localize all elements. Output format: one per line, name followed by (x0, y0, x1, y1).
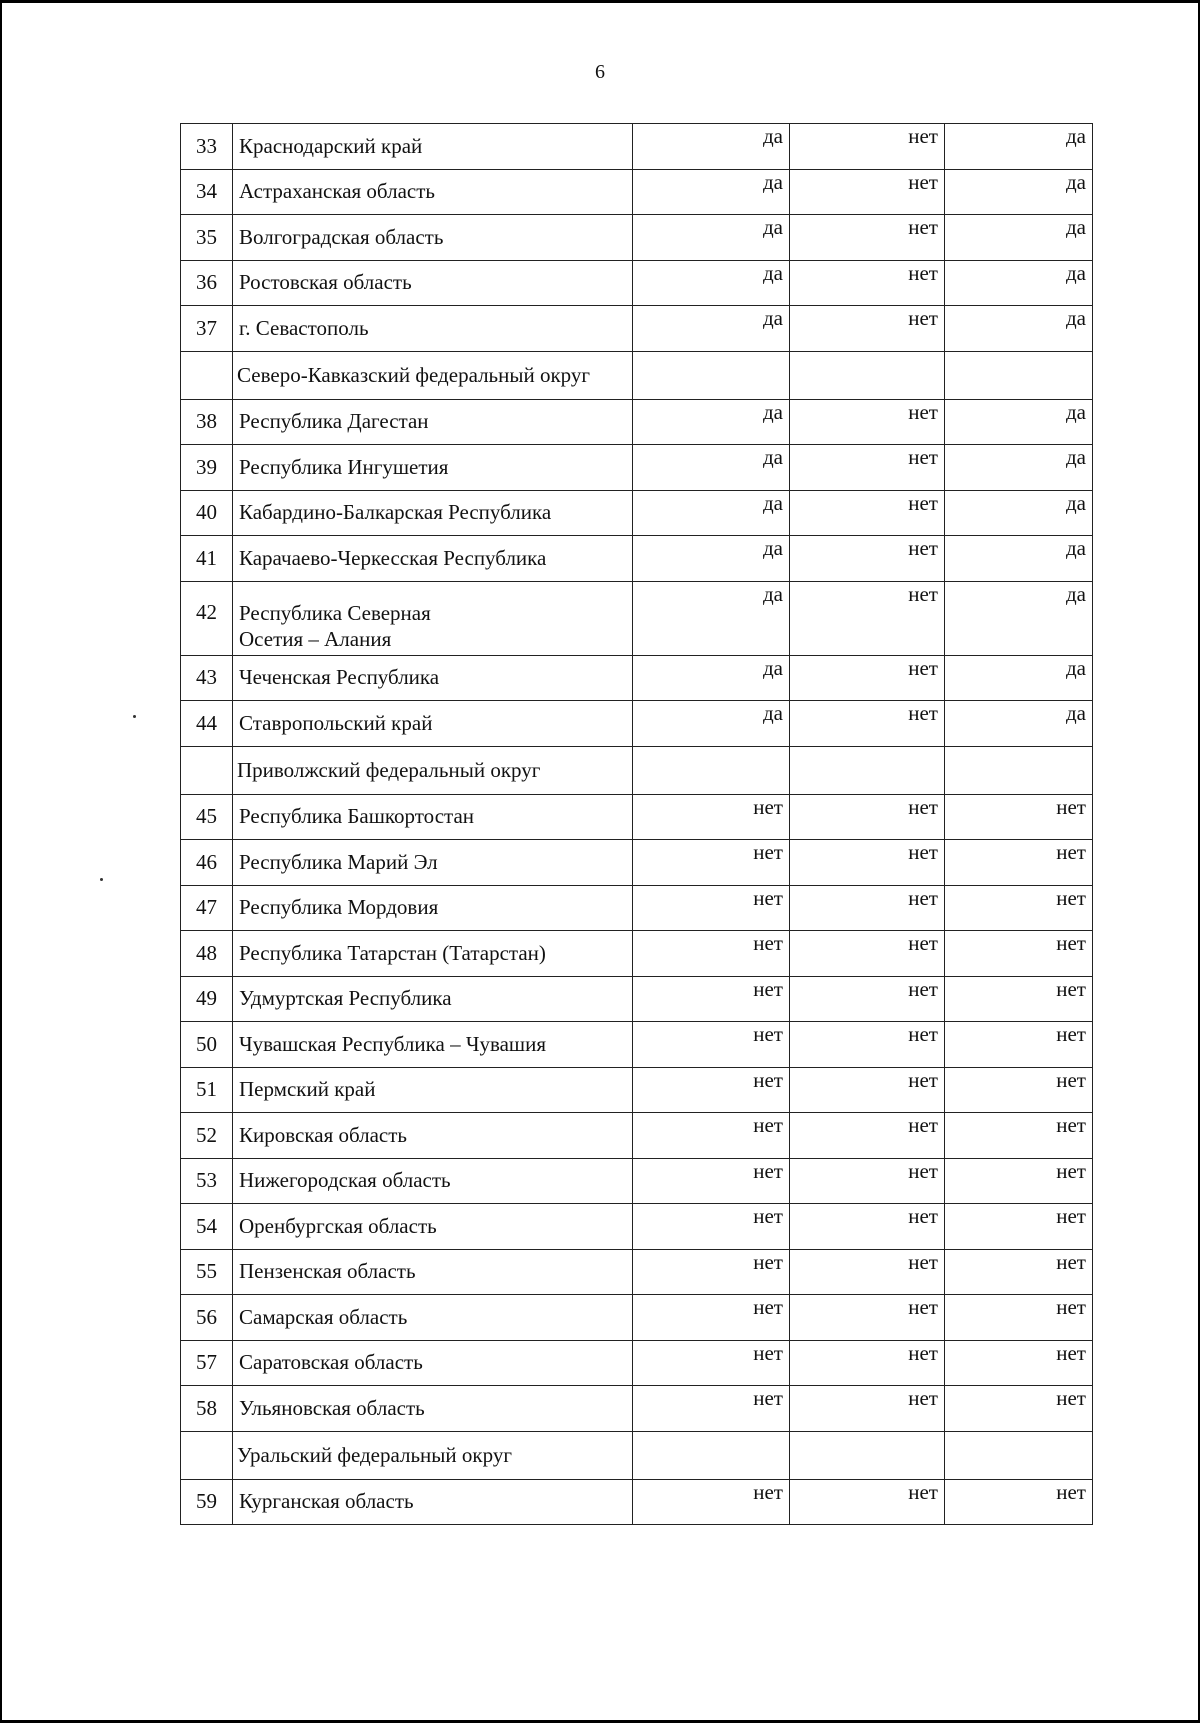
value-cell-b: нет (790, 1204, 945, 1250)
value-cell-c: да (945, 655, 1093, 701)
region-name-cell: Ставропольский край (233, 701, 633, 747)
table-row (181, 931, 1093, 977)
regions-table-body (181, 124, 1093, 1525)
table-row (181, 1113, 1093, 1159)
value-cell-b: нет (790, 1386, 945, 1432)
region-name-cell: г. Севастополь (233, 306, 633, 352)
table-row (181, 794, 1093, 840)
row-number-cell: 43 (181, 655, 233, 701)
region-name-cell: Волгоградская область (233, 215, 633, 261)
value-cell-b: нет (790, 1067, 945, 1113)
table-row (181, 581, 1093, 655)
table-row (181, 655, 1093, 701)
region-name-cell: Республика Дагестан (233, 399, 633, 445)
region-name-cell: Ульяновская область (233, 1386, 633, 1432)
table-row (181, 885, 1093, 931)
row-number-cell: 47 (181, 885, 233, 931)
row-number-cell: 46 (181, 840, 233, 886)
district-row (181, 1431, 1093, 1479)
region-name-cell: Кабардино-Балкарская Республика (233, 490, 633, 536)
value-cell-a: нет (633, 840, 790, 886)
value-cell-a: нет (633, 1158, 790, 1204)
district-name-cell: Северо-Кавказский федеральный округ (233, 351, 633, 399)
value-cell-a: нет (633, 1249, 790, 1295)
value-cell-c: да (945, 306, 1093, 352)
region-name-cell: Нижегородская область (233, 1158, 633, 1204)
table-row (181, 169, 1093, 215)
region-name-cell: Пермский край (233, 1067, 633, 1113)
table-row (181, 215, 1093, 261)
value-cell-b: нет (790, 1295, 945, 1341)
value-cell-c: да (945, 215, 1093, 261)
value-cell-b: нет (790, 399, 945, 445)
value-cell-a: нет (633, 1386, 790, 1432)
row-number-cell: 50 (181, 1022, 233, 1068)
value-cell-c: да (945, 124, 1093, 170)
value-cell-c: нет (945, 1067, 1093, 1113)
value-cell-a: да (633, 124, 790, 170)
table-row (181, 1479, 1093, 1525)
value-cell-b: нет (790, 260, 945, 306)
row-number-cell: 38 (181, 399, 233, 445)
region-name-cell: Чеченская Республика (233, 655, 633, 701)
table-row (181, 701, 1093, 747)
value-cell-c: нет (945, 931, 1093, 977)
value-cell-b: нет (790, 306, 945, 352)
value-cell-b: нет (790, 124, 945, 170)
value-cell-c: нет (945, 840, 1093, 886)
value-cell-c: да (945, 169, 1093, 215)
row-number-cell: 54 (181, 1204, 233, 1250)
value-cell-a: нет (633, 1067, 790, 1113)
value-cell-b: нет (790, 445, 945, 491)
value-cell-a: нет (633, 1340, 790, 1386)
value-cell-a: да (633, 655, 790, 701)
value-cell-a: нет (633, 1204, 790, 1250)
region-name-cell: Карачаево-Черкесская Республика (233, 536, 633, 582)
value-cell-c: нет (945, 1022, 1093, 1068)
value-cell-c: да (945, 536, 1093, 582)
region-name-cell: Ростовская область (233, 260, 633, 306)
value-cell-a: да (633, 399, 790, 445)
district-name-cell: Уральский федеральный округ (233, 1431, 633, 1479)
row-number-cell (181, 351, 233, 399)
region-name-cell: Республика Мордовия (233, 885, 633, 931)
table-row (181, 445, 1093, 491)
value-cell-c (945, 1431, 1093, 1479)
region-name-cell: Чувашская Республика – Чувашия (233, 1022, 633, 1068)
value-cell-b: нет (790, 1479, 945, 1525)
row-number-cell: 35 (181, 215, 233, 261)
region-name-cell: Краснодарский край (233, 124, 633, 170)
row-number-cell (181, 1431, 233, 1479)
value-cell-c: нет (945, 1340, 1093, 1386)
row-number-cell: 49 (181, 976, 233, 1022)
value-cell-b: нет (790, 931, 945, 977)
value-cell-b: нет (790, 655, 945, 701)
table-row (181, 399, 1093, 445)
region-name-cell: Кировская область (233, 1113, 633, 1159)
value-cell-a: да (633, 581, 790, 655)
region-name-cell: Удмуртская Республика (233, 976, 633, 1022)
row-number-cell: 55 (181, 1249, 233, 1295)
value-cell-b: нет (790, 794, 945, 840)
value-cell-a: нет (633, 931, 790, 977)
row-number-cell: 40 (181, 490, 233, 536)
value-cell-b: нет (790, 581, 945, 655)
value-cell-c: да (945, 260, 1093, 306)
value-cell-c: нет (945, 1479, 1093, 1525)
scan-speck (133, 715, 136, 718)
value-cell-a: да (633, 445, 790, 491)
region-name-line-2: Осетия – Алания (239, 626, 392, 651)
row-number-cell: 33 (181, 124, 233, 170)
value-cell-b: нет (790, 1249, 945, 1295)
value-cell-a: нет (633, 1113, 790, 1159)
district-name-cell: Приволжский федеральный округ (233, 746, 633, 794)
table-row (181, 1340, 1093, 1386)
row-number-cell: 53 (181, 1158, 233, 1204)
row-number-cell: 42 (181, 581, 233, 655)
table-row (181, 1249, 1093, 1295)
value-cell-b: нет (790, 1340, 945, 1386)
value-cell-b: нет (790, 1113, 945, 1159)
value-cell-a (633, 1431, 790, 1479)
table-row (181, 536, 1093, 582)
value-cell-a: нет (633, 1479, 790, 1525)
table-row (181, 1067, 1093, 1113)
row-number-cell: 51 (181, 1067, 233, 1113)
row-number-cell (181, 746, 233, 794)
value-cell-b (790, 746, 945, 794)
value-cell-b: нет (790, 1158, 945, 1204)
row-number-cell: 37 (181, 306, 233, 352)
table-row (181, 306, 1093, 352)
row-number-cell: 58 (181, 1386, 233, 1432)
row-number-cell: 34 (181, 169, 233, 215)
value-cell-a: да (633, 306, 790, 352)
value-cell-a: да (633, 701, 790, 747)
value-cell-c: да (945, 445, 1093, 491)
region-name-cell: Республика Татарстан (Татарстан) (233, 931, 633, 977)
district-row (181, 746, 1093, 794)
row-number-cell: 52 (181, 1113, 233, 1159)
table-row (181, 490, 1093, 536)
row-number-cell: 57 (181, 1340, 233, 1386)
region-name-cell: Курганская область (233, 1479, 633, 1525)
value-cell-b (790, 1431, 945, 1479)
row-number-cell: 48 (181, 931, 233, 977)
value-cell-a: да (633, 215, 790, 261)
value-cell-c: нет (945, 1113, 1093, 1159)
value-cell-a: нет (633, 885, 790, 931)
region-name-line-1: Республика Северная (239, 600, 431, 625)
row-number-cell: 36 (181, 260, 233, 306)
value-cell-c: да (945, 581, 1093, 655)
table-row (181, 1204, 1093, 1250)
value-cell-a (633, 351, 790, 399)
value-cell-b: нет (790, 215, 945, 261)
value-cell-c: да (945, 490, 1093, 536)
value-cell-c (945, 746, 1093, 794)
value-cell-b: нет (790, 840, 945, 886)
value-cell-c: нет (945, 1204, 1093, 1250)
value-cell-b: нет (790, 976, 945, 1022)
value-cell-a: да (633, 490, 790, 536)
value-cell-b: нет (790, 536, 945, 582)
page-number: 6 (595, 61, 605, 83)
regions-table (180, 123, 1093, 1525)
region-name-cell: Оренбургская область (233, 1204, 633, 1250)
value-cell-a: да (633, 169, 790, 215)
value-cell-a: нет (633, 794, 790, 840)
table-row (181, 1158, 1093, 1204)
value-cell-a: да (633, 536, 790, 582)
district-row (181, 351, 1093, 399)
region-name-cell: Астраханская область (233, 169, 633, 215)
value-cell-b: нет (790, 490, 945, 536)
row-number-cell: 56 (181, 1295, 233, 1341)
value-cell-c: нет (945, 1295, 1093, 1341)
table-row (181, 1295, 1093, 1341)
table-row (181, 840, 1093, 886)
value-cell-a: да (633, 260, 790, 306)
row-number-cell: 44 (181, 701, 233, 747)
value-cell-c: да (945, 399, 1093, 445)
region-name-cell: Республика Ингушетия (233, 445, 633, 491)
value-cell-a: нет (633, 1295, 790, 1341)
value-cell-c (945, 351, 1093, 399)
value-cell-c: нет (945, 1386, 1093, 1432)
value-cell-a: нет (633, 976, 790, 1022)
value-cell-b: нет (790, 701, 945, 747)
region-name-cell: Пензенская область (233, 1249, 633, 1295)
value-cell-c: нет (945, 794, 1093, 840)
row-number-cell: 59 (181, 1479, 233, 1525)
region-name-cell: Самарская область (233, 1295, 633, 1341)
table-row (181, 1022, 1093, 1068)
row-number-cell: 41 (181, 536, 233, 582)
value-cell-a (633, 746, 790, 794)
value-cell-c: нет (945, 885, 1093, 931)
region-name-cell (233, 581, 633, 655)
table-row (181, 976, 1093, 1022)
value-cell-b (790, 351, 945, 399)
value-cell-a: нет (633, 1022, 790, 1068)
table-row (181, 1386, 1093, 1432)
value-cell-b: нет (790, 169, 945, 215)
region-name-cell: Республика Башкортостан (233, 794, 633, 840)
region-name-cell: Республика Марий Эл (233, 840, 633, 886)
scan-speck (100, 878, 103, 881)
value-cell-c: нет (945, 976, 1093, 1022)
table-row (181, 124, 1093, 170)
value-cell-c: нет (945, 1249, 1093, 1295)
region-name-cell: Саратовская область (233, 1340, 633, 1386)
value-cell-c: нет (945, 1158, 1093, 1204)
row-number-cell: 45 (181, 794, 233, 840)
row-number-cell: 39 (181, 445, 233, 491)
table-row (181, 260, 1093, 306)
value-cell-b: нет (790, 1022, 945, 1068)
value-cell-c: да (945, 701, 1093, 747)
value-cell-b: нет (790, 885, 945, 931)
